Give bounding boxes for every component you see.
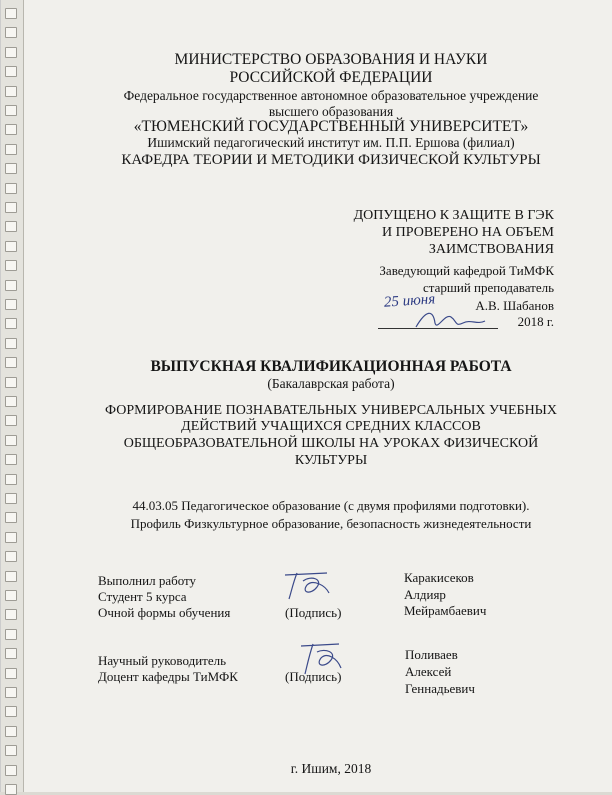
binding-hole: [5, 435, 17, 446]
binding-hole: [5, 668, 17, 679]
approval-year: 2018 г.: [517, 314, 554, 329]
approval-line-2: И ПРОВЕРЕНО НА ОБЪЕМ: [382, 225, 554, 240]
city-year: г. Ишим, 2018: [290, 761, 372, 776]
student-surname: Каракисеков: [404, 570, 474, 585]
institution-type-line-2: высшего образования: [268, 104, 394, 119]
binding-hole: [5, 86, 17, 97]
binding-hole: [5, 474, 17, 485]
ministry-line-1: МИНИСТЕРСТВО ОБРАЗОВАНИЯ И НАУКИ: [174, 51, 488, 68]
student-label-3: Очной формы обучения: [98, 605, 231, 620]
approval-line-5: старший преподаватель: [422, 280, 554, 295]
binding-hole: [5, 47, 17, 58]
binding-hole: [5, 726, 17, 737]
binding-hole: [5, 609, 17, 620]
approval-line-4: Заведующий кафедрой ТиМФК: [379, 263, 554, 278]
program-line-1: 44.03.05 Педагогическое образование (с двумя профилями подготовки).: [132, 498, 530, 513]
binding-hole: [5, 551, 17, 562]
approval-signature-mark: [411, 305, 491, 335]
binding-hole: [5, 648, 17, 659]
binding-hole: [5, 202, 17, 213]
binding-hole: [5, 357, 17, 368]
supervisor-first-name: Алексей: [405, 664, 452, 679]
branch-name: Ишимский педагогический институт им. П.П. Ершова (филиал): [147, 135, 515, 150]
supervisor-surname: Поливаев: [405, 647, 458, 662]
binding-hole: [5, 183, 17, 194]
binding-hole: [5, 706, 17, 717]
supervisor-patronymic: Геннадьевич: [405, 681, 475, 696]
student-signature-mark: [277, 567, 337, 603]
approval-line-3: ЗАИМСТВОВАНИЯ: [428, 242, 554, 257]
binding-hole: [5, 66, 17, 77]
binding-hole: [5, 745, 17, 756]
binding-hole: [5, 221, 17, 232]
binding-hole: [5, 493, 17, 504]
program-line-2: Профиль Физкультурное образование, безопасность жизнедеятельности: [130, 516, 532, 531]
work-subtype: (Бакалаврская работа): [267, 376, 395, 391]
binding-hole: [5, 396, 17, 407]
binding-hole: [5, 299, 17, 310]
binding-hole: [5, 105, 17, 116]
binding-hole: [5, 784, 17, 795]
thesis-title-line-2: ДЕЙСТВИЙ УЧАЩИХСЯ СРЕДНИХ КЛАССОВ: [181, 419, 481, 434]
binding-hole: [5, 318, 17, 329]
binding-hole: [5, 415, 17, 426]
student-sign-label: (Подпись): [285, 605, 342, 620]
binding-hole: [5, 590, 17, 601]
binding-hole: [5, 27, 17, 38]
binding-hole: [5, 260, 17, 271]
student-patronymic: Мейрамбаевич: [404, 603, 487, 618]
supervisor-sign-label: (Подпись): [285, 669, 342, 684]
thesis-title-line-4: КУЛЬТУРЫ: [294, 453, 368, 468]
binding-hole: [5, 571, 17, 582]
binding-strip: [1, 0, 24, 792]
thesis-title-line-1: ФОРМИРОВАНИЕ ПОЗНАВАТЕЛЬНЫХ УНИВЕРСАЛЬНЫХ УЧЕБНЫХ: [105, 403, 557, 418]
approval-line-1: ДОПУЩЕНО К ЗАЩИТЕ В ГЭК: [353, 208, 554, 223]
binding-hole: [5, 512, 17, 523]
ministry-line-2: РОССИЙСКОЙ ФЕДЕРАЦИИ: [229, 69, 433, 86]
binding-hole: [5, 687, 17, 698]
binding-hole: [5, 241, 17, 252]
student-label-2: Студент 5 курса: [98, 589, 187, 604]
binding-hole: [5, 124, 17, 135]
student-label-1: Выполнил работу: [98, 573, 197, 588]
binding-hole: [5, 629, 17, 640]
binding-hole: [5, 280, 17, 291]
approval-handwritten-date: 25 июня: [383, 291, 436, 311]
thesis-title-line-3: ОБЩЕОБРАЗОВАТЕЛЬНОЙ ШКОЛЫ НА УРОКАХ ФИЗИЧЕСКОЙ: [123, 436, 539, 451]
binding-hole: [5, 8, 17, 19]
student-first-name: Алдияр: [404, 587, 446, 602]
supervisor-label-2: Доцент кафедры ТиМФК: [98, 669, 238, 684]
binding-hole: [5, 163, 17, 174]
binding-hole: [5, 144, 17, 155]
university-name: «ТЮМЕНСКИЙ ГОСУДАРСТВЕННЫЙ УНИВЕРСИТЕТ»: [133, 118, 529, 135]
binding-hole: [5, 454, 17, 465]
institution-type-line-1: Федеральное государственное автономное образовательное учреждение: [123, 88, 539, 103]
binding-hole: [5, 338, 17, 349]
approval-signer: А.В. Шабанов: [475, 298, 554, 313]
binding-hole: [5, 377, 17, 388]
binding-hole: [5, 765, 17, 776]
supervisor-signature-mark: [295, 638, 345, 678]
binding-hole: [5, 532, 17, 543]
supervisor-label-1: Научный руководитель: [98, 653, 227, 668]
work-type: ВЫПУСКНАЯ КВАЛИФИКАЦИОННАЯ РАБОТА: [150, 358, 512, 375]
department-name: КАФЕДРА ТЕОРИИ И МЕТОДИКИ ФИЗИЧЕСКОЙ КУЛЬТУРЫ: [121, 152, 541, 168]
